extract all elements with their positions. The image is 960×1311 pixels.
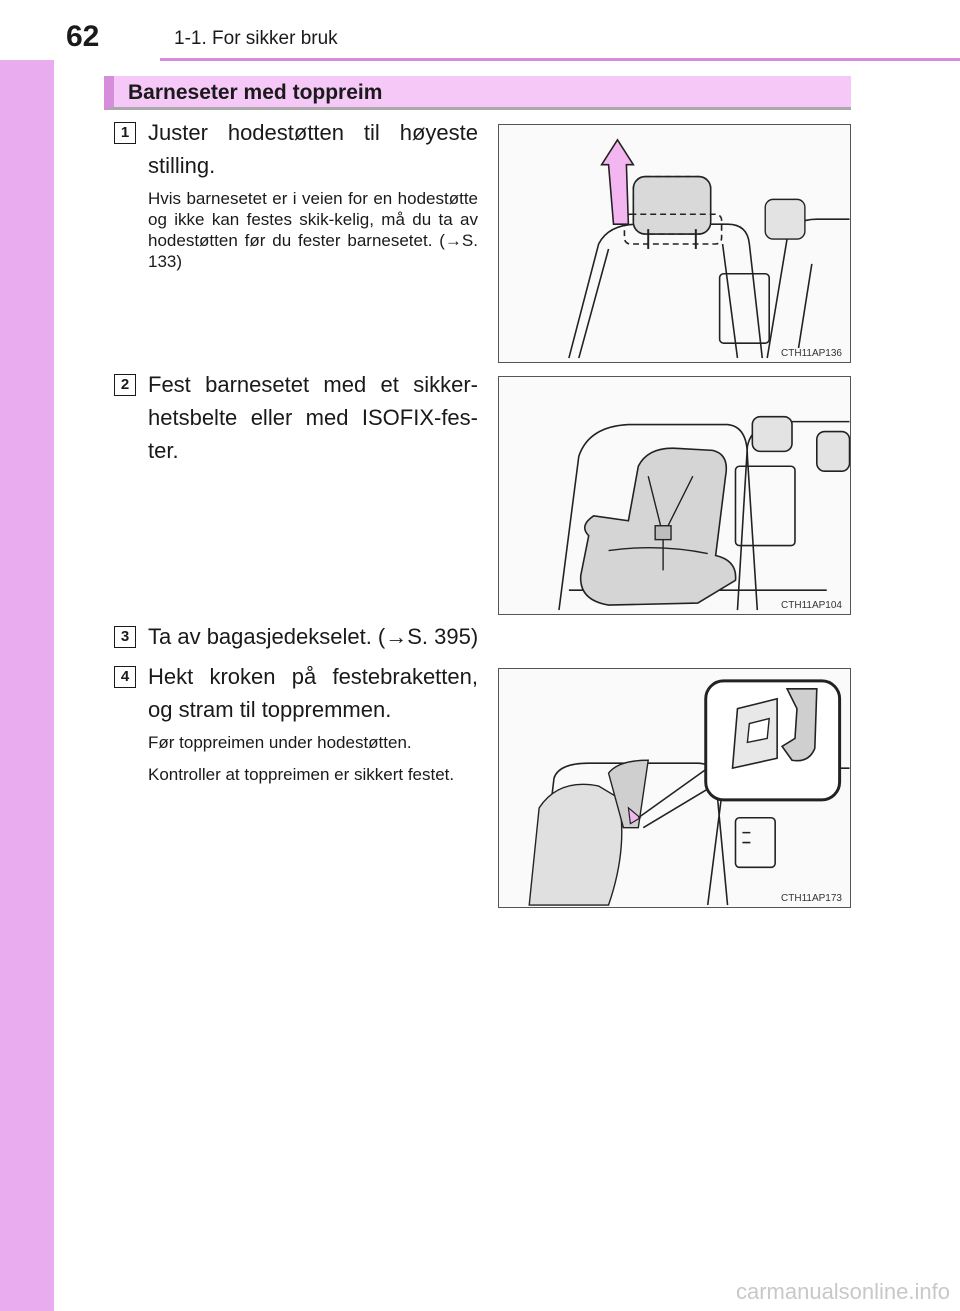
section-title: Barneseter med toppreim [128,81,383,104]
step-number-4: 4 [114,666,136,688]
step-4-text: Hekt kroken på festebraketten, og stram til toppremmen. [148,664,478,722]
step-1-text: Juster hodestøtten til høyeste stilling. [148,120,478,178]
headrest-illustration [499,125,850,362]
step-3-text: Ta av bagasjedekselet. (→S. 395) [148,624,479,649]
figure-headrest [498,124,851,363]
step-number-3: 3 [114,626,136,648]
step-number-2: 2 [114,374,136,396]
up-arrow-icon [602,140,634,224]
child-seat-illustration [499,377,850,614]
figure-1-label: CTH11AP136 [781,348,842,359]
figure-4-label: CTH11AP173 [781,893,842,904]
step-2-text: Fest barnesetet med et sikker-hetsbelte eller med ISOFIX-fes-ter. [148,372,478,463]
watermark: carmanualsonline.info [735,1279,950,1304]
figure-top-strap [498,668,851,908]
section-header [104,76,851,110]
figure-2-label: CTH11AP104 [781,600,842,611]
figure-child-seat [498,376,851,615]
header-rule [160,58,960,61]
step-number-1: 1 [114,122,136,144]
chapter-title: 1-1. For sikker bruk [174,28,338,49]
page-number: 62 [66,20,100,53]
top-strap-illustration [499,669,850,907]
step-4-note-1: Før toppreimen under hodestøtten. [148,733,412,752]
step-4-note-2: Kontroller at toppreimen er sikkert festet. [148,765,455,784]
side-strip [0,0,54,1311]
step-1-note: Hvis barnesetet er i veien for en hodestøtte og ikke kan festes skik-kelig, må du ta av hodestøtten før du fester barnesetet. (→S. 133) [148,189,478,271]
